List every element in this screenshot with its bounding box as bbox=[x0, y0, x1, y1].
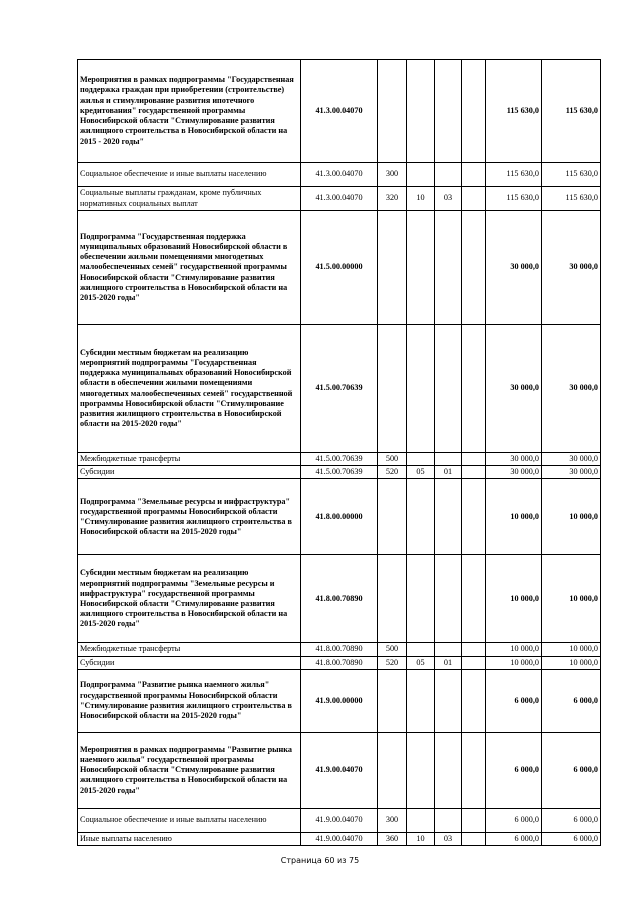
target-code-cell: 41.8.00.70890 bbox=[301, 643, 378, 656]
section-cell bbox=[407, 60, 435, 163]
target-code-cell: 41.9.00.04070 bbox=[301, 808, 378, 832]
expense-type-cell: 500 bbox=[378, 453, 407, 466]
item-name-cell: Мероприятия в рамках подпрограммы "Развитие рынка наемного жилья" государственной программы Новосибирской области "Стимулирование развития жилищного строительства в Новосибирской области на 2015-2020 годы" bbox=[78, 732, 301, 808]
expense-type-cell: 300 bbox=[378, 163, 407, 187]
table-row bbox=[78, 187, 601, 211]
table-row bbox=[78, 643, 601, 656]
target-code-cell: 41.8.00.70890 bbox=[301, 656, 378, 669]
amount-cell: 30 000,0 bbox=[486, 466, 542, 479]
table-row bbox=[78, 325, 601, 453]
table-row bbox=[78, 669, 601, 732]
amount-cell: 10 000,0 bbox=[486, 656, 542, 669]
extra-cell bbox=[462, 555, 486, 643]
extra-cell bbox=[462, 453, 486, 466]
table-row bbox=[78, 832, 601, 845]
expense-type-cell bbox=[378, 732, 407, 808]
table-row bbox=[78, 453, 601, 466]
subsection-cell: 03 bbox=[435, 187, 462, 211]
section-cell bbox=[407, 479, 435, 555]
section-cell bbox=[407, 325, 435, 453]
subsection-cell bbox=[435, 555, 462, 643]
item-name-cell: Социальные выплаты гражданам, кроме публичных нормативных социальных выплат bbox=[78, 187, 301, 211]
item-name-cell: Субсидии bbox=[78, 656, 301, 669]
target-code-cell: 41.8.00.00000 bbox=[301, 479, 378, 555]
table-body bbox=[78, 60, 601, 846]
amount-total-cell: 30 000,0 bbox=[542, 466, 601, 479]
table-row bbox=[78, 732, 601, 808]
amount-total-cell: 6 000,0 bbox=[542, 808, 601, 832]
subsection-cell bbox=[435, 453, 462, 466]
table-row bbox=[78, 479, 601, 555]
target-code-cell: 41.3.00.04070 bbox=[301, 60, 378, 163]
section-cell bbox=[407, 732, 435, 808]
expense-type-cell bbox=[378, 211, 407, 325]
subsection-cell bbox=[435, 325, 462, 453]
expense-type-cell: 320 bbox=[378, 187, 407, 211]
item-name-cell: Иные выплаты населению bbox=[78, 832, 301, 845]
item-name-cell: Межбюджетные трансферты bbox=[78, 453, 301, 466]
item-name-cell: Социальное обеспечение и иные выплаты населению bbox=[78, 808, 301, 832]
amount-cell: 30 000,0 bbox=[486, 211, 542, 325]
expense-type-cell bbox=[378, 60, 407, 163]
amount-total-cell: 6 000,0 bbox=[542, 669, 601, 732]
amount-total-cell: 30 000,0 bbox=[542, 325, 601, 453]
section-cell bbox=[407, 453, 435, 466]
amount-total-cell: 30 000,0 bbox=[542, 453, 601, 466]
amount-total-cell: 10 000,0 bbox=[542, 656, 601, 669]
table-row bbox=[78, 555, 601, 643]
target-code-cell: 41.8.00.70890 bbox=[301, 555, 378, 643]
budget-table bbox=[77, 59, 601, 846]
target-code-cell: 41.3.00.04070 bbox=[301, 163, 378, 187]
extra-cell bbox=[462, 163, 486, 187]
amount-cell: 115 630,0 bbox=[486, 60, 542, 163]
expense-type-cell: 520 bbox=[378, 656, 407, 669]
section-cell bbox=[407, 163, 435, 187]
section-cell: 05 bbox=[407, 656, 435, 669]
subsection-cell: 01 bbox=[435, 466, 462, 479]
extra-cell bbox=[462, 656, 486, 669]
table-row bbox=[78, 60, 601, 163]
item-name-cell: Субсидии местным бюджетам на реализацию мероприятий подпрограммы "Земельные ресурсы и инфраструктура" государственной программы Новосибирской области "Стимулирование развития жилищного строительства в Новосибирской области на 2015-2020 годы" bbox=[78, 555, 301, 643]
amount-cell: 30 000,0 bbox=[486, 453, 542, 466]
amount-total-cell: 30 000,0 bbox=[542, 211, 601, 325]
table-row bbox=[78, 656, 601, 669]
target-code-cell: 41.9.00.04070 bbox=[301, 832, 378, 845]
amount-cell: 115 630,0 bbox=[486, 163, 542, 187]
extra-cell bbox=[462, 187, 486, 211]
extra-cell bbox=[462, 669, 486, 732]
table-row bbox=[78, 163, 601, 187]
amount-cell: 10 000,0 bbox=[486, 479, 542, 555]
table-row bbox=[78, 211, 601, 325]
expense-type-cell bbox=[378, 669, 407, 732]
subsection-cell bbox=[435, 211, 462, 325]
amount-cell: 115 630,0 bbox=[486, 187, 542, 211]
section-cell bbox=[407, 669, 435, 732]
item-name-cell: Субсидии bbox=[78, 466, 301, 479]
amount-cell: 6 000,0 bbox=[486, 669, 542, 732]
expense-type-cell bbox=[378, 555, 407, 643]
subsection-cell: 03 bbox=[435, 832, 462, 845]
target-code-cell: 41.9.00.04070 bbox=[301, 732, 378, 808]
section-cell bbox=[407, 555, 435, 643]
expense-type-cell: 300 bbox=[378, 808, 407, 832]
expense-type-cell: 500 bbox=[378, 643, 407, 656]
section-cell: 10 bbox=[407, 832, 435, 845]
item-name-cell: Субсидии местным бюджетам на реализацию мероприятий подпрограммы "Государственная поддержка муниципальных образований Новосибирской области в обеспечении жилыми помещениями многодетных малообеспеченных семей" государственной программы Новосибирской области "Стимулирование развития жилищного строительства в Новосибирской области на 2015-2020 годы" bbox=[78, 325, 301, 453]
amount-total-cell: 10 000,0 bbox=[542, 643, 601, 656]
subsection-cell bbox=[435, 643, 462, 656]
section-cell: 10 bbox=[407, 187, 435, 211]
extra-cell bbox=[462, 325, 486, 453]
target-code-cell: 41.5.00.70639 bbox=[301, 325, 378, 453]
expense-type-cell: 360 bbox=[378, 832, 407, 845]
target-code-cell: 41.5.00.70639 bbox=[301, 466, 378, 479]
extra-cell bbox=[462, 466, 486, 479]
subsection-cell bbox=[435, 732, 462, 808]
amount-total-cell: 6 000,0 bbox=[542, 732, 601, 808]
target-code-cell: 41.5.00.70639 bbox=[301, 453, 378, 466]
expense-type-cell: 520 bbox=[378, 466, 407, 479]
target-code-cell: 41.3.00.04070 bbox=[301, 187, 378, 211]
amount-cell: 6 000,0 bbox=[486, 832, 542, 845]
extra-cell bbox=[462, 643, 486, 656]
extra-cell bbox=[462, 832, 486, 845]
expense-type-cell bbox=[378, 479, 407, 555]
section-cell: 05 bbox=[407, 466, 435, 479]
item-name-cell: Подпрограмма "Государственная поддержка муниципальных образований Новосибирской области в обеспечении жильми помещениями многодетных малообеспеченных семей" государственной программы Новосибирской области "Стимулирование развития жилищного строительства в Новосибирской области на 2015-2020 годы" bbox=[78, 211, 301, 325]
amount-total-cell: 10 000,0 bbox=[542, 555, 601, 643]
item-name-cell: Мероприятия в рамках подпрограммы "Государственная поддержка граждан при приобретении (строительстве) жилья и стимулирование развития ипотечного кредитования" государственной программы Новосибирской области "Стимулирование развития жилищного строительства в Новосибирской области на 2015 - 2020 годы" bbox=[78, 60, 301, 163]
amount-cell: 10 000,0 bbox=[486, 643, 542, 656]
extra-cell bbox=[462, 60, 486, 163]
extra-cell bbox=[462, 808, 486, 832]
extra-cell bbox=[462, 211, 486, 325]
target-code-cell: 41.5.00.00000 bbox=[301, 211, 378, 325]
amount-cell: 6 000,0 bbox=[486, 808, 542, 832]
amount-total-cell: 115 630,0 bbox=[542, 187, 601, 211]
item-name-cell: Межбюджетные трансферты bbox=[78, 643, 301, 656]
table-row bbox=[78, 466, 601, 479]
target-code-cell: 41.9.00.00000 bbox=[301, 669, 378, 732]
amount-total-cell: 115 630,0 bbox=[542, 60, 601, 163]
item-name-cell: Социальное обеспечение и иные выплаты населению bbox=[78, 163, 301, 187]
amount-total-cell: 6 000,0 bbox=[542, 832, 601, 845]
extra-cell bbox=[462, 479, 486, 555]
section-cell bbox=[407, 643, 435, 656]
subsection-cell bbox=[435, 60, 462, 163]
amount-cell: 10 000,0 bbox=[486, 555, 542, 643]
amount-total-cell: 115 630,0 bbox=[542, 163, 601, 187]
subsection-cell bbox=[435, 163, 462, 187]
section-cell bbox=[407, 211, 435, 325]
page-footer: Страница 60 из 75 bbox=[280, 856, 360, 865]
extra-cell bbox=[462, 732, 486, 808]
amount-cell: 6 000,0 bbox=[486, 732, 542, 808]
item-name-cell: Подпрограмма "Развитие рынка наемного жилья" государственной программы Новосибирской области "Стимулирование развития жилищного строительства в Новосибирской области на 2015-2020 годы" bbox=[78, 669, 301, 732]
expense-type-cell bbox=[378, 325, 407, 453]
item-name-cell: Подпрограмма "Земельные ресурсы и инфраструктура" государственной программы Новосибирской области "Стимулирование развития жилищного строительства в Новосибирской области на 2015-2020 годы" bbox=[78, 479, 301, 555]
amount-total-cell: 10 000,0 bbox=[542, 479, 601, 555]
amount-cell: 30 000,0 bbox=[486, 325, 542, 453]
subsection-cell bbox=[435, 669, 462, 732]
section-cell bbox=[407, 808, 435, 832]
subsection-cell bbox=[435, 808, 462, 832]
subsection-cell: 01 bbox=[435, 656, 462, 669]
subsection-cell bbox=[435, 479, 462, 555]
table-row bbox=[78, 808, 601, 832]
